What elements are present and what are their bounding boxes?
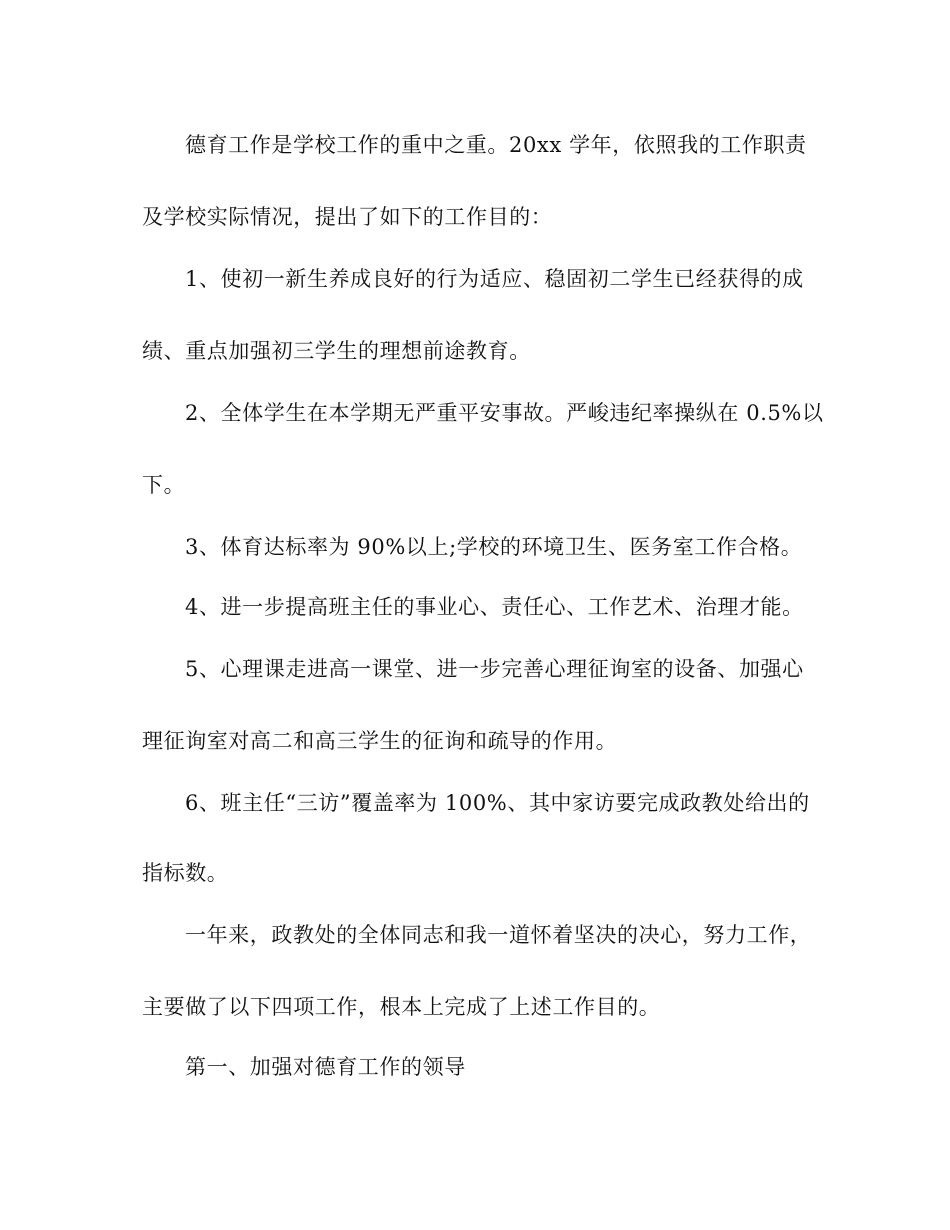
goal-2-line-1: 2、全体学生在本学期无严重平安事故。严峻违纪率操纵在 0.5%以 — [185, 401, 824, 425]
goal-6-line-1: 6、班主任“三访”覆盖率为 100%、其中家访要完成政教处给出的 — [185, 791, 810, 815]
goal-5-line-2: 理征询室对高二和高三学生的征询和疏导的作用。 — [142, 729, 618, 753]
goal-1-line-2: 绩、重点加强初三学生的理想前途教育。 — [142, 339, 531, 363]
goal-3-line: 3、体育达标率为 90%以上;学校的环境卫生、医务室工作合格。 — [185, 535, 803, 559]
goal-1-line-1: 1、使初一新生养成良好的行为适应、稳固初二学生已经获得的成 — [185, 267, 804, 291]
paragraph-intro-line-2: 及学校实际情况，提出了如下的工作目的： — [142, 205, 553, 229]
goal-5-line-1: 5、心理课走进高一课堂、进一步完善心理征询室的设备、加强心 — [185, 657, 804, 681]
goal-4-line: 4、进一步提高班主任的事业心、责任心、工作艺术、治理才能。 — [185, 595, 804, 619]
summary-line-1: 一年来，政教处的全体同志和我一道怀着坚决的决心，努力工作， — [185, 923, 812, 947]
goal-2-line-2: 下。 — [142, 473, 186, 497]
paragraph-intro-line-1: 德育工作是学校工作的重中之重。20xx 学年，依照我的工作职责 — [185, 133, 807, 157]
summary-line-2: 主要做了以下四项工作，根本上完成了上述工作目的。 — [142, 995, 661, 1019]
goal-6-line-2: 指标数。 — [142, 861, 229, 885]
section-heading-first: 第一、加强对德育工作的领导 — [185, 1055, 466, 1079]
